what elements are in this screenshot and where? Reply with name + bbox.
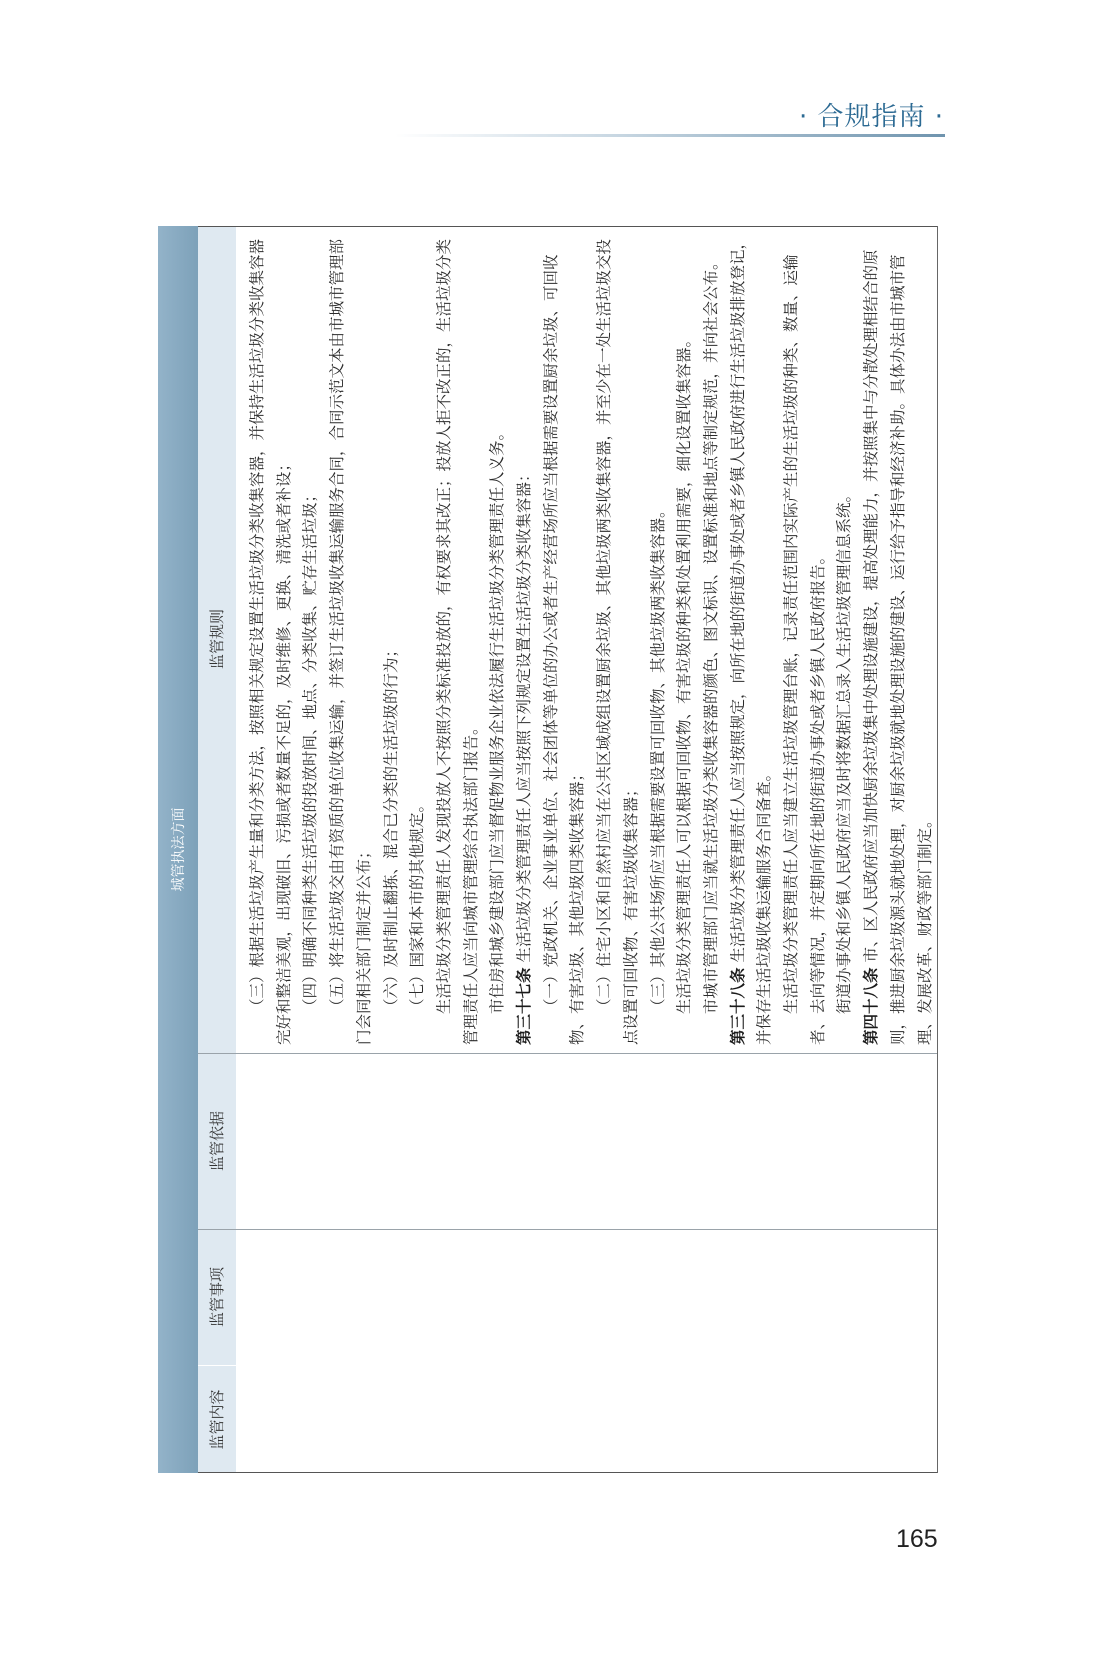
rule-paragraph [778, 231, 831, 1045]
rule-paragraph [591, 231, 644, 1045]
rule-paragraph [244, 231, 297, 1045]
rule-text: 街道办事处和乡镇人民政府应当及时将数据汇总录入生活垃圾管理信息系统。 [835, 486, 854, 1014]
rule-paragraph [404, 231, 431, 1045]
rule-text: （三）其他公共场所应当根据需要设置可回收物、其他垃圾两类收集容器。 [648, 502, 667, 1014]
rule-paragraph [511, 231, 538, 1045]
article-number: 第三十七条 [515, 967, 534, 1045]
table-border-left [198, 1472, 938, 1473]
rule-paragraph [671, 231, 698, 1045]
rule-paragraph [858, 231, 938, 1045]
rule-paragraph [484, 231, 511, 1045]
rule-paragraph [698, 231, 725, 1045]
rule-text: 生活垃圾分类管理责任人应当按照规定，向所在地的街道办事处或者乡镇人民政府进行生活垃圾排放登记，并保存生活垃圾收集运输服务合同备查。 [728, 234, 774, 1045]
regulation-table [158, 226, 938, 1473]
rules-cell [244, 231, 938, 1045]
rule-text: 市、区人民政府应当加快厨余垃圾集中处理设施建设，提高处理能力，并按照集中与分散处理相结合的原则，推进厨余垃圾源头就地处理，对厨余垃圾就地处理设施的建设、运行给予指导和经济补助。具体办法由市城市管理、发展改革、财政等部门制定。 [862, 249, 934, 1045]
column-divider [198, 1365, 236, 1366]
header-divider [395, 134, 945, 137]
rule-text: （七）国家和本市的其他规定。 [408, 796, 427, 1014]
column-divider [198, 1053, 938, 1054]
table-border-right [198, 226, 938, 227]
rule-text: （二）住宅小区和自然村应当在公共区域成组设置厨余垃圾、其他垃圾两类收集容器，并至少在一处生活垃圾交投点设置可回收物、有害垃圾收集容器； [595, 238, 640, 1045]
rule-text: （四）明确不同种类生活垃圾的投放时间、地点、分类收集、贮存生活垃圾； [301, 486, 320, 1014]
rule-paragraph [538, 231, 591, 1045]
rule-text: （三）根据生活垃圾产生量和分类方法，按照相关规定设置生活垃圾分类收集容器，并保持生活垃圾分类收集容器完好和整洁美观，出现破旧、污损或者数量不足的，及时维修、更换、清洗或者补设； [248, 238, 293, 1045]
rule-paragraph [378, 231, 405, 1045]
article-number: 第四十八条 [862, 967, 881, 1045]
rule-text: 生活垃圾分类管理责任人发现投放人不按照分类标准投放的，有权要求其改正；投放人拒不改正的，生活垃圾分类管理责任人应当向城市管理综合执法部门报告。 [434, 238, 480, 1045]
rule-text: 生活垃圾分类管理责任人可以根据可回收物、有害垃圾的种类和处置利用需要，细化设置收集容器。 [675, 331, 694, 1014]
column-header-content: 监管内容 [208, 1389, 226, 1450]
rule-text: （六）及时制止翻拣、混合已分类的生活垃圾的行为； [381, 641, 400, 1014]
rule-text: （五）将生活垃圾交由有资质的单位收集运输，并签订生活垃圾收集运输服务合同，合同示范文本由市城市管理部门会同相关部门制定并公布； [328, 238, 373, 1045]
rule-paragraph [645, 231, 672, 1045]
rule-text: 市城市管理部门应当就生活垃圾分类收集容器的颜色、图文标识、设置标准和地点等制定规范，并向社会公布。 [701, 254, 720, 1014]
rule-paragraph [324, 231, 377, 1045]
running-header-title: · 合规指南 · [798, 102, 944, 132]
column-header-rules: 监管规则 [208, 609, 226, 670]
column-divider [198, 1229, 938, 1230]
page-number: 165 [896, 1525, 938, 1553]
table-section-band [158, 226, 198, 1473]
rule-paragraph [725, 231, 778, 1045]
rule-text: 市住房和城乡建设部门应当督促物业服务企业依法履行生活垃圾分类管理责任人义务。 [488, 424, 507, 1014]
rule-text: 生活垃圾分类管理责任人应当按照下列规定设置生活垃圾分类收集容器： [515, 466, 534, 968]
rule-text: 生活垃圾分类管理责任人应当建立生活垃圾管理台账，记录责任范围内实际产生的生活垃圾的种类、数量、运输者、去向等情况，并定期向所在地的街道办事处或者乡镇人民政府报告。 [782, 254, 827, 1045]
rule-paragraph [297, 231, 324, 1045]
section-title: 城管执法方面 [171, 807, 187, 892]
article-number: 第三十八条 [728, 967, 747, 1045]
column-header-basis: 监管依据 [208, 1111, 226, 1172]
rule-paragraph [431, 231, 484, 1045]
rule-paragraph [831, 231, 858, 1045]
column-header-item: 监管事项 [208, 1267, 226, 1328]
rule-text: （一）党政机关、企业事业单位、社会团体等单位的办公或者生产经营场所应当根据需要设置厨余垃圾、可回收物、有害垃圾、其他垃圾四类收集容器； [541, 254, 587, 1045]
table-column-header-row [198, 226, 236, 1473]
